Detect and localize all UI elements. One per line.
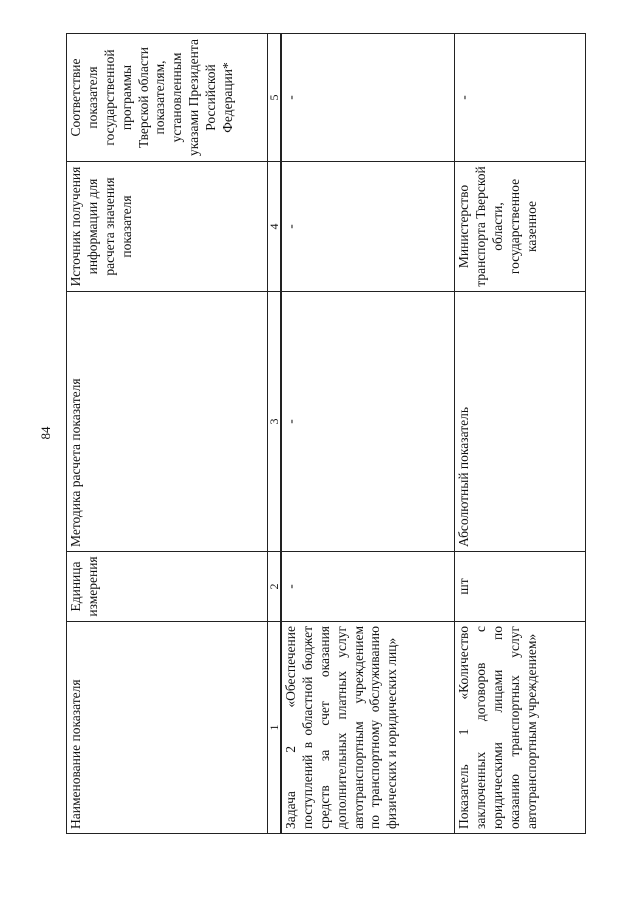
- row-source: -: [281, 162, 455, 292]
- row-source: Министерство транспорта Тверской области, государственное казенное: [455, 162, 586, 292]
- row-unit: -: [281, 552, 455, 622]
- rotated-table-container: [66, 34, 586, 834]
- table-row: [281, 34, 455, 834]
- column-number: 2: [268, 552, 282, 622]
- row-compliance: -: [281, 34, 455, 162]
- header-source: Источник получения информации для расчета значения показателя: [67, 162, 268, 292]
- header-compliance: Соответствие показателя государственной программы Тверской области показателям, установленным указами Президента Российской Федерации*: [67, 34, 268, 162]
- row-method: -: [281, 292, 455, 552]
- page-number: 84: [38, 426, 53, 440]
- column-number: 5: [268, 34, 282, 162]
- column-number: 3: [268, 292, 282, 552]
- row-unit: шт: [455, 552, 586, 622]
- table-row: [455, 34, 586, 834]
- header-unit: Единица измерения: [67, 552, 268, 622]
- column-number: 1: [268, 622, 282, 834]
- header-method: Методика расчета показателя: [67, 292, 268, 552]
- column-number: 4: [268, 162, 282, 292]
- row-name: Задача 2 «Обеспечение поступлений в областной бюджет средств за счет оказания дополнительных платных услуг автотранспортным учреждением по транспортному обслуживанию физических и юридических лиц»: [281, 622, 455, 834]
- header-name: Наименование показателя: [67, 622, 268, 834]
- table-header-row: [67, 34, 268, 834]
- row-compliance: -: [455, 34, 586, 162]
- row-name: Показатель 1 «Количество заключенных договоров с юридическими лицами по оказанию транспортных услуг автотранспортным учреждением»: [455, 622, 586, 834]
- row-method: Абсолютный показатель: [455, 292, 586, 552]
- column-number-row: [268, 34, 282, 834]
- indicators-table: [66, 33, 586, 834]
